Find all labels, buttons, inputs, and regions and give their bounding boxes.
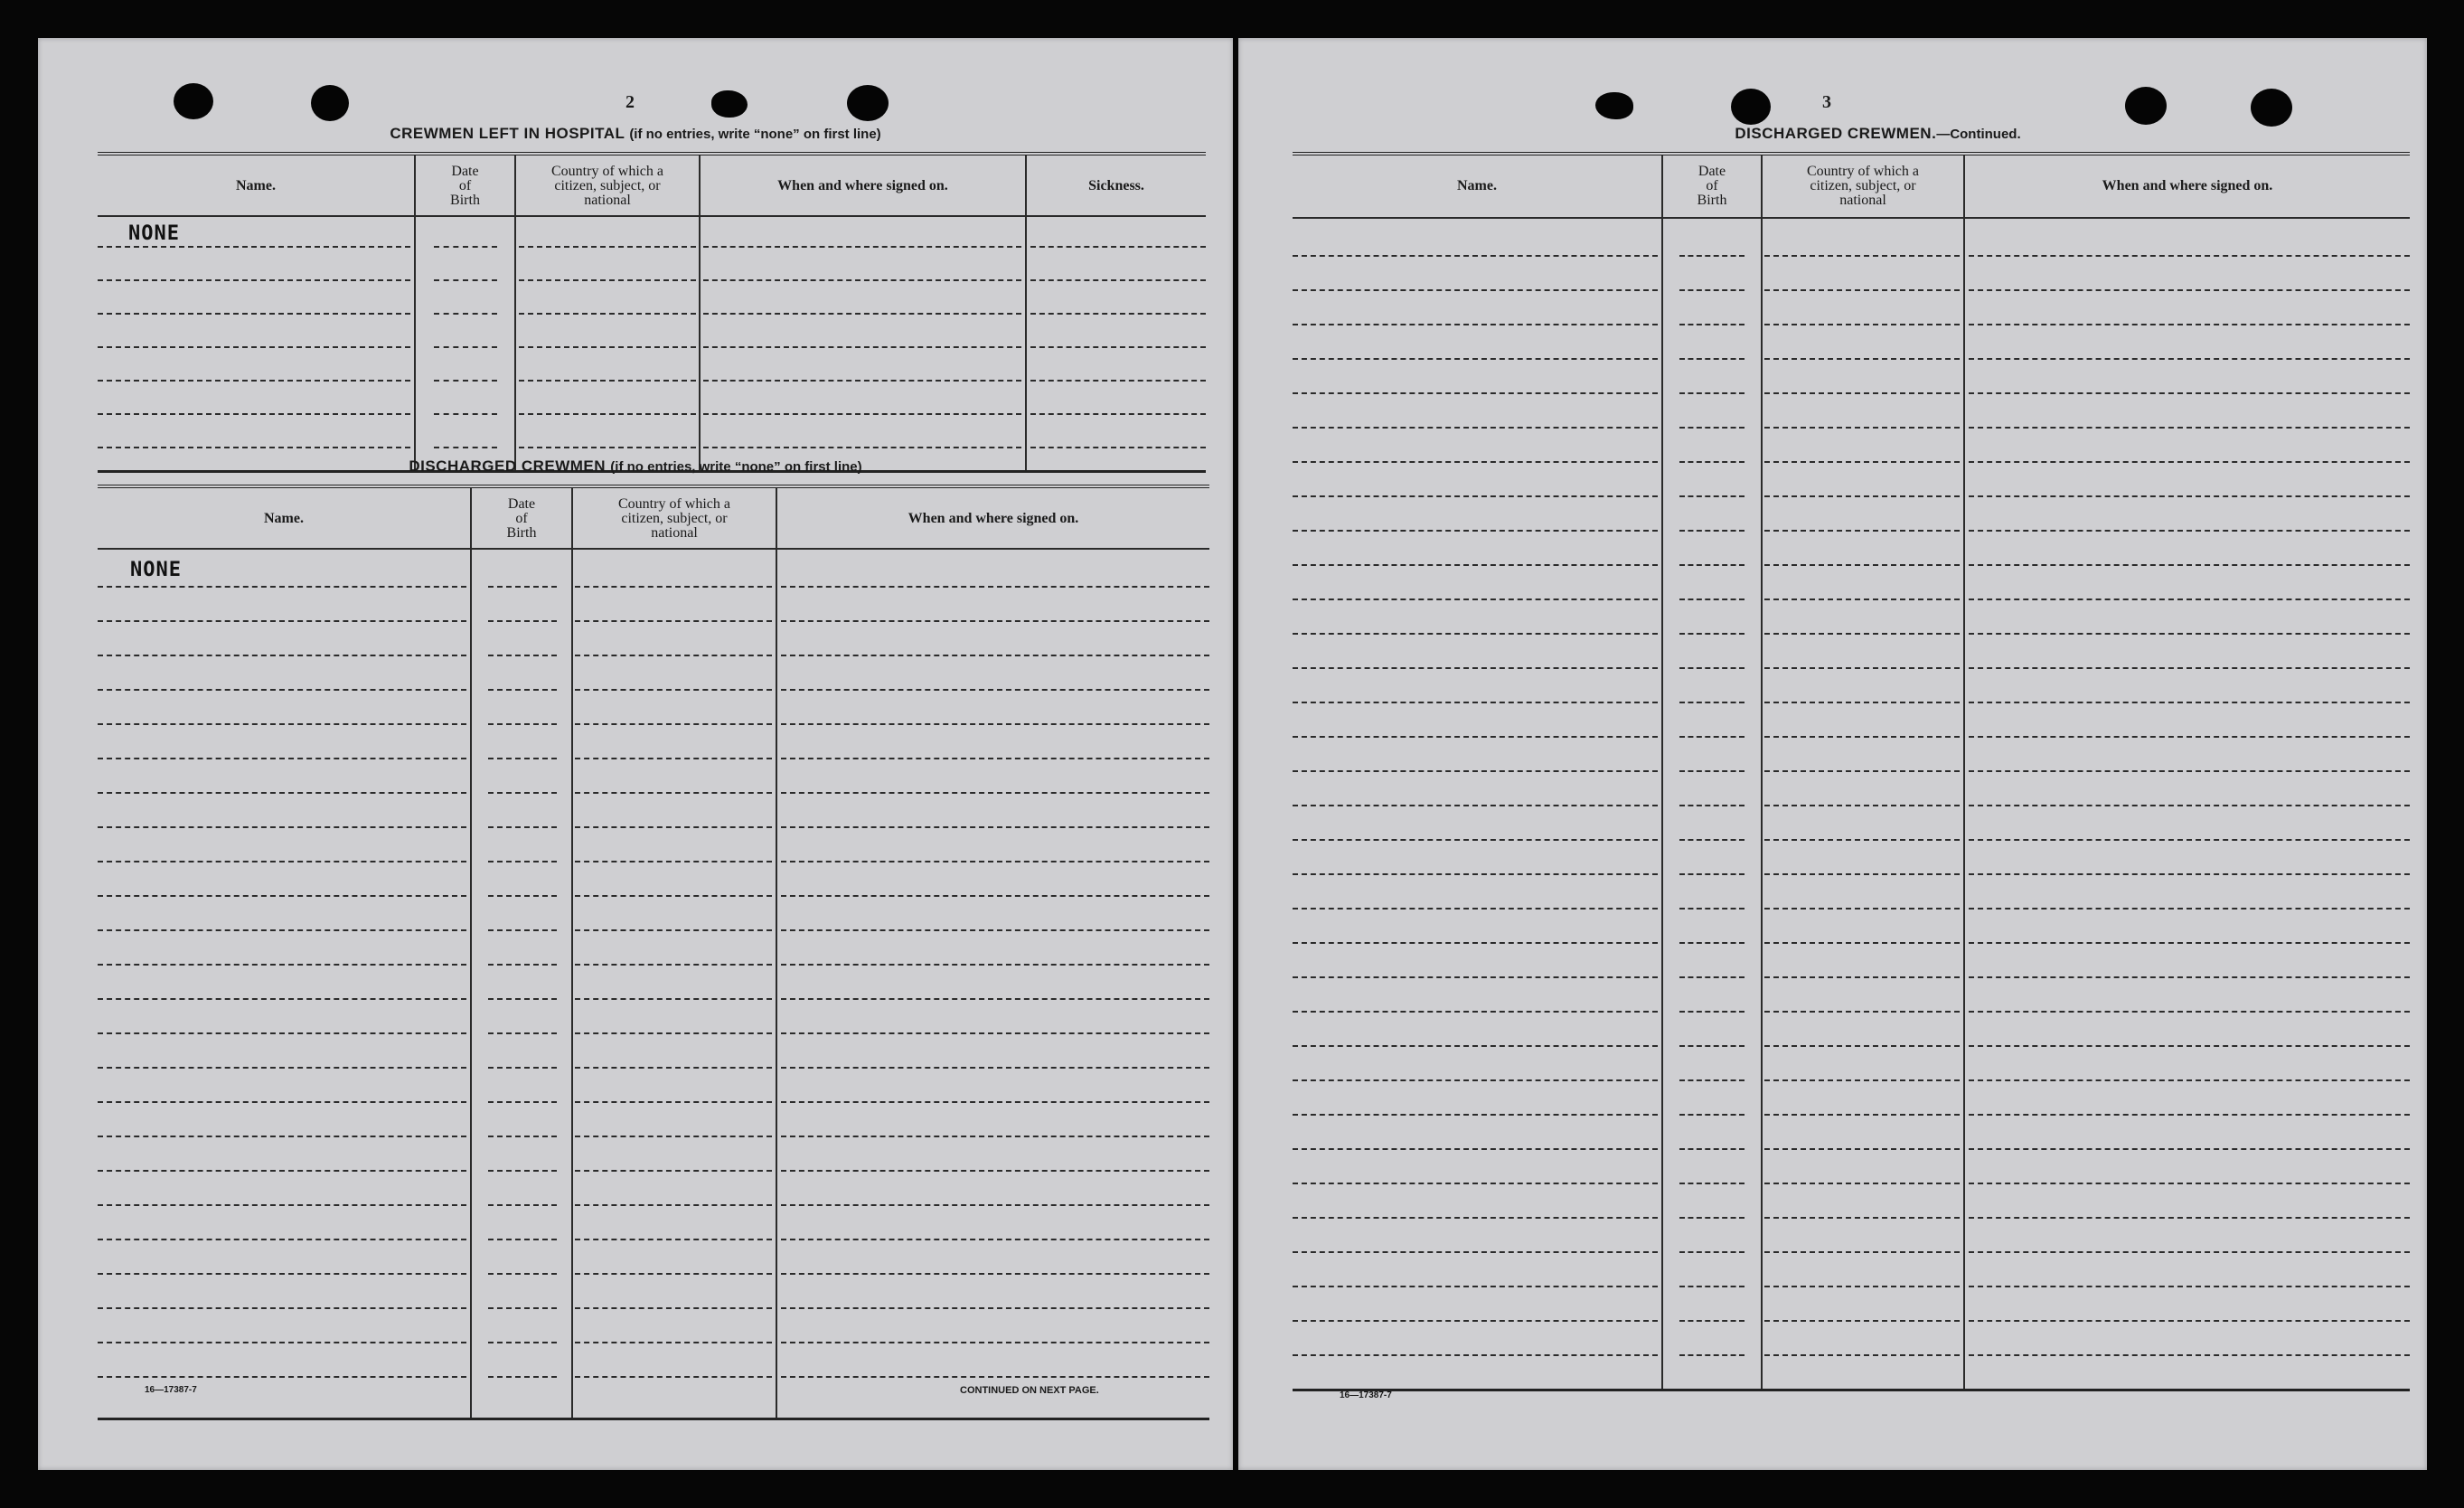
- ruled-line: [98, 964, 466, 966]
- ruled-line: [575, 1101, 772, 1103]
- ruled-line: [703, 380, 1021, 382]
- ruled-line: [98, 1170, 466, 1172]
- continued-note: CONTINUED ON NEXT PAGE.: [960, 1385, 1099, 1396]
- ruled-line: [1679, 530, 1745, 532]
- ruled-line: [488, 1101, 557, 1103]
- ruled-line: [781, 1067, 1209, 1069]
- ruled-line: [1764, 598, 1960, 600]
- column-header-sickness: Sickness.: [1088, 178, 1144, 193]
- punch-hole: [1595, 92, 1633, 119]
- discharged-table: [98, 485, 1209, 1420]
- ruled-line: [1293, 1011, 1658, 1013]
- ruled-line: [488, 655, 557, 656]
- ruled-line: [1030, 279, 1206, 281]
- ruled-line: [1679, 1079, 1745, 1081]
- ruled-line: [488, 929, 557, 931]
- ruled-line: [781, 998, 1209, 1000]
- ruled-line: [1293, 667, 1658, 669]
- ruled-line: [1764, 495, 1960, 497]
- ruled-line: [1679, 564, 1745, 566]
- ruled-line: [434, 279, 497, 281]
- ruled-line: [1293, 324, 1658, 325]
- ruled-line: [1969, 873, 2410, 875]
- ruled-line: [434, 313, 497, 315]
- ruled-line: [575, 1376, 772, 1378]
- ruled-line: [1764, 1079, 1960, 1081]
- ruled-line: [1764, 1354, 1960, 1356]
- ruled-line: [1764, 667, 1960, 669]
- ruled-line: [1679, 1251, 1745, 1253]
- ruled-line: [1293, 942, 1658, 944]
- punch-hole: [711, 90, 748, 118]
- ruled-line: [1969, 1148, 2410, 1150]
- ruled-line: [488, 895, 557, 897]
- ruled-line: [575, 1032, 772, 1034]
- ruled-line: [1293, 1251, 1658, 1253]
- ruled-line: [98, 895, 466, 897]
- ruled-line: [1293, 1079, 1658, 1081]
- ruled-line: [1293, 1320, 1658, 1322]
- punch-hole: [2125, 87, 2167, 125]
- ruled-line: [488, 964, 557, 966]
- ruled-line: [575, 861, 772, 862]
- column-header-name: Name.: [264, 511, 304, 526]
- ruled-line: [703, 279, 1021, 281]
- ruled-line: [1969, 530, 2410, 532]
- hospital-section-title: CREWMEN LEFT IN HOSPITAL (if no entries, write “none” on first line): [390, 125, 881, 142]
- page-number: 2: [625, 92, 635, 112]
- ruled-line: [1764, 358, 1960, 360]
- ruled-line: [98, 346, 410, 348]
- ruled-line: [488, 723, 557, 725]
- ruled-line: [1969, 805, 2410, 806]
- ruled-line: [98, 1204, 466, 1206]
- ruled-line: [1293, 255, 1658, 257]
- ruled-line: [488, 1342, 557, 1343]
- ruled-line: [488, 1273, 557, 1275]
- ruled-line: [1764, 564, 1960, 566]
- column-header-name: Name.: [236, 178, 276, 193]
- column-header-signed-on: When and where signed on.: [908, 511, 1079, 526]
- ruled-line: [1679, 873, 1745, 875]
- ruled-line: [519, 380, 696, 382]
- column-header-date-of-birth: Date of Birth: [506, 496, 537, 541]
- ruled-line: [575, 1136, 772, 1137]
- ruled-line: [488, 998, 557, 1000]
- ruled-line: [98, 929, 466, 931]
- ruled-line: [1764, 976, 1960, 978]
- column-header-date-of-birth: Date of Birth: [1697, 164, 1727, 208]
- ruled-line: [1030, 246, 1206, 248]
- ruled-line: [781, 1273, 1209, 1275]
- ruled-line: [519, 246, 696, 248]
- ruled-line: [1293, 976, 1658, 978]
- ruled-line: [98, 1136, 466, 1137]
- ruled-line: [1293, 805, 1658, 806]
- ruled-line: [1679, 324, 1745, 325]
- ruled-line: [575, 758, 772, 759]
- ruled-line: [1969, 667, 2410, 669]
- column-header-country: Country of which a citizen, subject, or national: [551, 164, 663, 208]
- ruled-line: [781, 620, 1209, 622]
- ruled-line: [98, 313, 410, 315]
- ruled-line: [98, 1342, 466, 1343]
- ruled-line: [488, 620, 557, 622]
- ruled-line: [1679, 495, 1745, 497]
- ruled-line: [1679, 1011, 1745, 1013]
- ruled-line: [1764, 392, 1960, 394]
- ruled-line: [575, 655, 772, 656]
- ruled-line: [1679, 839, 1745, 841]
- ruled-line: [98, 1273, 466, 1275]
- ruled-line: [434, 346, 497, 348]
- ruled-line: [1293, 427, 1658, 429]
- ruled-line: [1764, 942, 1960, 944]
- ruled-line: [98, 1101, 466, 1103]
- ruled-line: [1969, 255, 2410, 257]
- column-header-name: Name.: [1457, 178, 1497, 193]
- ruled-line: [488, 586, 557, 588]
- ruled-line: [488, 1239, 557, 1240]
- ruled-line: [488, 861, 557, 862]
- ruled-line: [781, 758, 1209, 759]
- ruled-line: [1293, 495, 1658, 497]
- ruled-line: [488, 689, 557, 691]
- ruled-line: [488, 758, 557, 759]
- ruled-line: [1293, 392, 1658, 394]
- ruled-line: [575, 895, 772, 897]
- ruled-line: [781, 792, 1209, 794]
- ruled-line: [1969, 702, 2410, 703]
- ruled-line: [98, 689, 466, 691]
- ruled-line: [781, 1239, 1209, 1240]
- ruled-line: [98, 620, 466, 622]
- ruled-line: [1764, 873, 1960, 875]
- ruled-line: [781, 964, 1209, 966]
- ruled-line: [1969, 392, 2410, 394]
- ruled-line: [98, 861, 466, 862]
- ruled-line: [1679, 1045, 1745, 1047]
- ruled-line: [575, 1342, 772, 1343]
- ruled-line: [1679, 736, 1745, 738]
- ruled-line: [575, 689, 772, 691]
- ruled-line: [1764, 1045, 1960, 1047]
- ruled-line: [1030, 447, 1206, 448]
- ruled-line: [1764, 324, 1960, 325]
- ruled-line: [1969, 839, 2410, 841]
- ruled-line: [703, 346, 1021, 348]
- ruled-line: [1969, 1251, 2410, 1253]
- ruled-line: [98, 279, 410, 281]
- ruled-line: [1969, 1011, 2410, 1013]
- ruled-line: [1969, 598, 2410, 600]
- ruled-line: [1679, 255, 1745, 257]
- ruled-line: [519, 346, 696, 348]
- ruled-line: [575, 792, 772, 794]
- ruled-line: [98, 998, 466, 1000]
- ruled-line: [1764, 770, 1960, 772]
- ruled-line: [1030, 413, 1206, 415]
- ruled-line: [1679, 633, 1745, 635]
- ruled-line: [1679, 427, 1745, 429]
- ruled-line: [575, 586, 772, 588]
- ruled-line: [1764, 1251, 1960, 1253]
- ruled-line: [781, 586, 1209, 588]
- ruled-line: [98, 758, 466, 759]
- ruled-line: [1679, 1217, 1745, 1219]
- ruled-line: [575, 964, 772, 966]
- ruled-line: [781, 689, 1209, 691]
- ruled-line: [1679, 976, 1745, 978]
- ruled-line: [98, 447, 410, 448]
- ruled-line: [488, 792, 557, 794]
- ruled-line: [1969, 358, 2410, 360]
- ruled-line: [1679, 1286, 1745, 1287]
- column-header-signed-on: When and where signed on.: [777, 178, 948, 193]
- ruled-line: [1679, 1320, 1745, 1322]
- ruled-line: [1679, 1183, 1745, 1184]
- ruled-line: [1293, 358, 1658, 360]
- ruled-line: [1969, 1320, 2410, 1322]
- ruled-line: [1293, 1148, 1658, 1150]
- ruled-line: [98, 1239, 466, 1240]
- ruled-line: [98, 826, 466, 828]
- ruled-line: [1293, 873, 1658, 875]
- ruled-line: [1293, 1354, 1658, 1356]
- page-number: 3: [1822, 92, 1831, 112]
- ruled-line: [519, 313, 696, 315]
- ruled-line: [575, 1170, 772, 1172]
- ruled-line: [488, 826, 557, 828]
- column-header-signed-on: When and where signed on.: [2102, 178, 2273, 193]
- ruled-line: [1764, 1217, 1960, 1219]
- ruled-line: [1764, 255, 1960, 257]
- ruled-line: [1969, 1354, 2410, 1356]
- ruled-line: [575, 1239, 772, 1240]
- ruled-line: [1764, 1183, 1960, 1184]
- ruled-line: [1679, 289, 1745, 291]
- ruled-line: [1969, 908, 2410, 910]
- ruled-line: [519, 413, 696, 415]
- hospital-entry-name: NONE: [128, 222, 180, 245]
- ruled-line: [575, 826, 772, 828]
- ruled-line: [781, 1032, 1209, 1034]
- ruled-line: [1679, 908, 1745, 910]
- ruled-line: [1969, 1079, 2410, 1081]
- ruled-line: [781, 1204, 1209, 1206]
- ruled-line: [1293, 598, 1658, 600]
- ruled-line: [1969, 564, 2410, 566]
- ruled-line: [1764, 289, 1960, 291]
- ruled-line: [98, 380, 410, 382]
- ruled-line: [781, 1136, 1209, 1137]
- ruled-line: [1679, 805, 1745, 806]
- hospital-table: [98, 152, 1206, 473]
- ruled-line: [1764, 1011, 1960, 1013]
- right-page: [1238, 38, 2427, 1470]
- ruled-line: [1764, 1320, 1960, 1322]
- ruled-line: [781, 1376, 1209, 1378]
- ruled-line: [781, 1307, 1209, 1309]
- ruled-line: [519, 447, 696, 448]
- ruled-line: [98, 1032, 466, 1034]
- ruled-line: [1969, 461, 2410, 463]
- ruled-line: [1969, 942, 2410, 944]
- ruled-line: [781, 1101, 1209, 1103]
- form-number: 16—17387-7: [145, 1385, 197, 1395]
- ruled-line: [1679, 1354, 1745, 1356]
- ruled-line: [781, 861, 1209, 862]
- ruled-line: [1293, 770, 1658, 772]
- ruled-line: [1293, 1045, 1658, 1047]
- discharged-continued-title: DISCHARGED CREWMEN.—Continued.: [1735, 125, 2021, 142]
- ruled-line: [575, 1067, 772, 1069]
- ruled-line: [434, 246, 497, 248]
- ruled-line: [1764, 1114, 1960, 1116]
- ruled-line: [98, 655, 466, 656]
- punch-hole: [174, 83, 213, 119]
- ruled-line: [519, 279, 696, 281]
- ruled-line: [98, 723, 466, 725]
- ruled-line: [1679, 667, 1745, 669]
- ruled-line: [1030, 380, 1206, 382]
- ruled-line: [488, 1307, 557, 1309]
- ruled-line: [1293, 530, 1658, 532]
- ruled-line: [575, 723, 772, 725]
- discharged-continued-table: [1293, 152, 2410, 1391]
- ruled-line: [703, 447, 1021, 448]
- ruled-line: [1764, 702, 1960, 703]
- ruled-line: [781, 895, 1209, 897]
- ruled-line: [1969, 1114, 2410, 1116]
- ruled-line: [1293, 289, 1658, 291]
- left-page: [38, 38, 1233, 1470]
- ruled-line: [488, 1067, 557, 1069]
- ruled-line: [1030, 313, 1206, 315]
- ruled-line: [1293, 1286, 1658, 1287]
- ruled-line: [781, 826, 1209, 828]
- ruled-line: [781, 1342, 1209, 1343]
- ruled-line: [1764, 530, 1960, 532]
- ruled-line: [1293, 461, 1658, 463]
- ruled-line: [1679, 392, 1745, 394]
- ruled-line: [434, 413, 497, 415]
- ruled-line: [98, 1067, 466, 1069]
- column-header-date-of-birth: Date of Birth: [450, 164, 480, 208]
- form-number: 16—17387-7: [1340, 1390, 1392, 1400]
- ruled-line: [98, 586, 466, 588]
- column-header-country: Country of which a citizen, subject, or national: [1807, 164, 1919, 208]
- ruled-line: [1679, 1114, 1745, 1116]
- punch-hole: [2251, 89, 2292, 127]
- ruled-line: [98, 792, 466, 794]
- ruled-line: [1969, 289, 2410, 291]
- ruled-line: [1969, 976, 2410, 978]
- ruled-line: [1969, 495, 2410, 497]
- ruled-line: [1293, 1183, 1658, 1184]
- ruled-line: [575, 929, 772, 931]
- ruled-line: [1969, 770, 2410, 772]
- ruled-line: [703, 246, 1021, 248]
- ruled-line: [1679, 702, 1745, 703]
- ruled-line: [488, 1376, 557, 1378]
- ruled-line: [1679, 770, 1745, 772]
- ruled-line: [1969, 1183, 2410, 1184]
- ruled-line: [575, 1273, 772, 1275]
- ruled-line: [781, 929, 1209, 931]
- ruled-line: [1764, 908, 1960, 910]
- ruled-line: [1764, 1286, 1960, 1287]
- discharged-entry-name: NONE: [130, 559, 182, 581]
- punch-hole: [847, 85, 889, 121]
- ruled-line: [1679, 1148, 1745, 1150]
- ruled-line: [1293, 1217, 1658, 1219]
- column-header-country: Country of which a citizen, subject, or national: [618, 496, 730, 541]
- ruled-line: [781, 723, 1209, 725]
- ruled-line: [1969, 427, 2410, 429]
- ruled-line: [98, 246, 410, 248]
- ruled-line: [98, 1376, 466, 1378]
- ruled-line: [1764, 461, 1960, 463]
- ruled-line: [1969, 1286, 2410, 1287]
- ruled-line: [1293, 564, 1658, 566]
- ruled-line: [98, 413, 410, 415]
- ruled-line: [1764, 805, 1960, 806]
- ruled-line: [1679, 358, 1745, 360]
- ruled-line: [488, 1136, 557, 1137]
- ruled-line: [98, 1307, 466, 1309]
- discharged-section-title: DISCHARGED CREWMEN (if no entries, write “none” on first line): [409, 457, 862, 475]
- ruled-line: [1969, 736, 2410, 738]
- ruled-line: [1969, 324, 2410, 325]
- ruled-line: [575, 998, 772, 1000]
- ruled-line: [1293, 839, 1658, 841]
- ruled-line: [434, 447, 497, 448]
- ruled-line: [1293, 633, 1658, 635]
- punch-hole: [1731, 89, 1771, 125]
- ruled-line: [488, 1032, 557, 1034]
- ruled-line: [1969, 1045, 2410, 1047]
- ruled-line: [1764, 633, 1960, 635]
- ruled-line: [1293, 702, 1658, 703]
- ruled-line: [434, 380, 497, 382]
- ruled-line: [1764, 427, 1960, 429]
- ruled-line: [703, 413, 1021, 415]
- ruled-line: [1764, 839, 1960, 841]
- ruled-line: [1679, 461, 1745, 463]
- ruled-line: [703, 313, 1021, 315]
- ruled-line: [1679, 598, 1745, 600]
- ruled-line: [488, 1204, 557, 1206]
- ruled-line: [781, 1170, 1209, 1172]
- ruled-line: [1764, 1148, 1960, 1150]
- ruled-line: [1293, 736, 1658, 738]
- punch-hole: [311, 85, 349, 121]
- ruled-line: [575, 1307, 772, 1309]
- ruled-line: [575, 1204, 772, 1206]
- ruled-line: [781, 655, 1209, 656]
- ruled-line: [1969, 633, 2410, 635]
- ruled-line: [488, 1170, 557, 1172]
- ruled-line: [1679, 942, 1745, 944]
- ruled-line: [1293, 1114, 1658, 1116]
- ruled-line: [1969, 1217, 2410, 1219]
- ruled-line: [1764, 736, 1960, 738]
- ruled-line: [575, 620, 772, 622]
- ruled-line: [1293, 908, 1658, 910]
- ruled-line: [1030, 346, 1206, 348]
